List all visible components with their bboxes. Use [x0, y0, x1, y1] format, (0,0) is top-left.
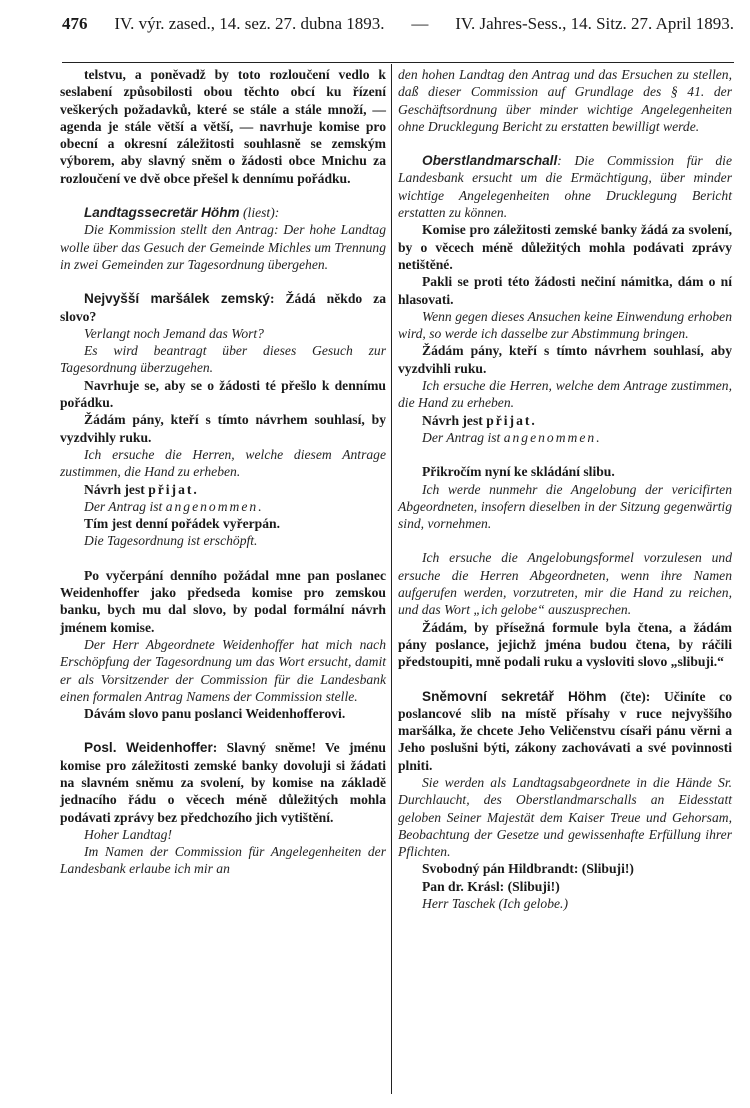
paragraph-text: Wenn gegen dieses Ansuchen keine Einwendung erhoben wird, so werde ich dasselbe zur Abstimmung bringen.	[398, 308, 732, 342]
czech-paragraph	[398, 463, 732, 480]
paragraph-gap	[60, 722, 386, 739]
header-right-text: IV. Jahres-Sess., 14. Sitz. 27. April 1893.	[455, 14, 734, 33]
paragraph-text: Ich ersuche die Herren, welche diesem Antrage zustimmen, die Hand zu erheben.	[60, 446, 386, 480]
paragraph-gap	[398, 532, 732, 549]
czech-paragraph	[60, 66, 386, 187]
czech-paragraph	[60, 481, 386, 498]
page-number: 476	[62, 14, 88, 33]
german-paragraph	[60, 221, 386, 273]
paragraph-text: den hohen Landtag den Antrag und das Ersuchen zu stellen, daß dieser Commission auf Grundlage des § 41. der Geschäftsordnung über minder wichtige Angelegenheiten ohne Drucklegung Bericht zu erstatten bewilligt werde.	[398, 67, 732, 134]
paragraph-text: Sie werden als Landtagsabgeordnete in die Hände Sr. Durchlaucht, des Oberstlandmarschalls an Eidesstatt geloben Seiner Majestät dem Kaiser Treue und Gehorsam, Beobachtung der Gesetze und gewissenhafte Erfüllung ihrer Pflichten.	[398, 774, 732, 860]
paragraph-text: Přikročím nyní ke skládání slibu.	[422, 464, 615, 480]
paragraph-text: Po vyčerpání denního požádal mne pan poslanec Weidenhoffer jako předseda komise pro zemskou banku, bych mu dal slovo, by podal formální návrh jménem komise.	[60, 567, 386, 635]
speaker-name: Sněmovní sekretář Höhm	[422, 688, 607, 704]
czech-paragraph	[398, 273, 732, 308]
paragraph-text: Herr Taschek (Ich gelobe.)	[422, 896, 568, 912]
paragraph-text: Der Antrag ist	[422, 429, 504, 445]
paragraph-gap	[60, 550, 386, 567]
german-paragraph	[60, 498, 386, 515]
german-paragraph	[60, 826, 386, 843]
paragraph-tail: .	[531, 412, 535, 428]
spaced-word: přijat	[486, 412, 532, 428]
spaced-word: angenommen	[165, 498, 259, 514]
paragraph-text: Ich ersuche die Angelobungsformel vorzulesen und ersuche die Herren Abgeordneten, wenn ihre Namen aufgerufen werden, vorzutreten, mir die Hand zu reichen, und das Wort „ich gelobe“ auszusprechen.	[398, 550, 732, 618]
left-column	[60, 66, 386, 878]
paragraph-text: Hoher Landtag!	[84, 826, 172, 842]
page-header	[62, 14, 734, 42]
paragraph-text: Svobodný pán Hildbrandt: (Slibuji!)	[422, 861, 634, 877]
paragraph-text: : Die Commission für die Landesbank ersucht um die Ermächtigung, über minder wichtige Angelegenheiten ohne Drucklegung Bericht erstatten zu können.	[398, 153, 732, 221]
czech-paragraph	[60, 377, 386, 412]
paragraph-gap	[398, 135, 732, 152]
paragraph-tail: .	[193, 481, 197, 497]
header-rule	[62, 62, 734, 63]
right-column	[398, 66, 732, 912]
paragraph-text: : Žádá někdo za slovo?	[60, 291, 386, 324]
paragraph-text: Návrh jest	[422, 412, 487, 428]
paragraph-text: Pan dr. Krásl: (Slibuji!)	[422, 878, 560, 894]
czech-paragraph	[60, 705, 386, 722]
paragraph-text: telstvu, a poněvadž by toto rozloučení vedlo k seslabení způsobilosti obou těchto obcí ku řízení veškerých požadavků, které se stále a stále množí, — agenda je stále větší a větší, — navrhuje komise pro obecní a okresní záležitosti souhlasně se zemským výborem, aby slavný sněm o žádosti obce Mnichu za rozloučení ve dvě obce přešel k dennímu pořádku.	[60, 67, 386, 186]
speaker-name: Landtagssecretär Höhm	[84, 205, 240, 221]
czech-paragraph	[60, 739, 386, 825]
german-paragraph	[60, 342, 386, 377]
paragraph-text: Komise pro záležitosti zemské banky žádá za svolení, by o věcech méně důležitých mohla podávati zprávy netištěné.	[398, 222, 732, 272]
header-separator: —	[411, 14, 429, 33]
paragraph-tail: .	[596, 429, 600, 445]
czech-paragraph	[60, 515, 386, 532]
paragraph-text: Žádám pány, kteří s tímto návrhem souhlasí, aby vyzdvihli ruku.	[398, 343, 732, 376]
czech-paragraph	[60, 567, 386, 636]
paragraph-text: Dávám slovo panu poslanci Weidenhofferovi.	[84, 706, 346, 722]
german-paragraph	[398, 308, 732, 343]
german-paragraph	[398, 774, 732, 860]
german-paragraph	[60, 446, 386, 481]
paragraph-text: Es wird beantragt über dieses Gesuch zur Tagesordnung überzugehen.	[60, 343, 386, 376]
german-paragraph	[60, 636, 386, 705]
czech-paragraph	[398, 860, 732, 877]
paragraph-text: Die Kommission stellt den Antrag: Der hohe Landtag wolle über das Gesuch der Gemeinde Michles um Trennung in zwei Gemeinden zur Tagesordnung übergehen.	[60, 222, 386, 272]
paragraph-text: Die Tagesordnung ist erschöpft.	[84, 533, 258, 549]
german-paragraph	[398, 377, 732, 412]
paragraph-text: Pakli se proti této žádosti nečiní námitka, dám o ní hlasovati.	[398, 274, 732, 307]
german-paragraph	[398, 152, 732, 221]
speaker-name: Oberstlandmarschall	[422, 153, 558, 169]
speaker-name: Posl. Weidenhoffer	[84, 740, 213, 756]
paragraph-text: Žádám pány, kteří s tímto návrhem souhlasí, by vyzdvihly ruku.	[60, 412, 386, 445]
czech-paragraph	[60, 411, 386, 446]
paragraph-gap	[60, 273, 386, 290]
column-divider	[391, 64, 392, 1094]
german-paragraph	[60, 843, 386, 878]
german-paragraph	[398, 481, 732, 533]
paragraph-gap	[398, 446, 732, 463]
paragraph-text: Žádám, by přísežná formule byla čtena, a žádám pány poslance, jejichž jména budou čtena, by ráčili předstoupiti, mně podali ruku a vysloviti slovo „slibuji.“	[398, 619, 732, 670]
czech-paragraph	[398, 688, 732, 774]
paragraph-text: Der Antrag ist	[84, 498, 166, 514]
paragraph-gap	[60, 187, 386, 204]
german-paragraph	[398, 429, 732, 446]
german-paragraph	[398, 66, 732, 135]
czech-paragraph	[398, 412, 732, 429]
paragraph-text: Im Namen der Commission für Angelegenheiten der Landesbank erlaube ich mir an	[60, 844, 386, 877]
paragraph-text: Tím jest denní pořádek vyřerpán.	[84, 516, 280, 532]
paragraph-text: Verlangt noch Jemand das Wort?	[84, 325, 264, 341]
czech-paragraph	[60, 290, 386, 325]
paragraph-text: (čte): Učiníte co poslancové slib na místě přísahy v ruce nejvyššího maršálka, že chcete Jeho Veličenstvu císaři pánu věrni a Jeho poslušni býti, zákony zachovávati a své povinnosti plniti.	[398, 688, 732, 773]
paragraph-text: Der Herr Abgeordnete Weidenhoffer hat mich nach Erschöpfung der Tagesordnung um das Wort ersucht, damit er als Vorsitzender der Commission für die Landesbank einen formalen Antrag Namens der Commission stelle.	[60, 636, 386, 704]
german-paragraph	[60, 532, 386, 549]
german-paragraph	[398, 895, 732, 912]
header-left-text: IV. výr. zased., 14. sez. 27. dubna 1893.	[114, 14, 385, 33]
paragraph-tail: .	[258, 498, 262, 514]
german-paragraph	[60, 204, 386, 221]
paragraph-text: : Slavný sněme! Ve jménu komise pro záležitosti zemské banky dovoluji si žádati na slavném sněmu za svolení, by komise na základě jednacího řádu o věcech méně důležitých mohla podávati zprávy bez předchozího jich vytištění.	[60, 740, 386, 825]
czech-paragraph	[398, 619, 732, 671]
german-paragraph	[60, 325, 386, 342]
paragraph-text: Navrhuje se, aby se o žádosti té přešlo k dennímu pořádku.	[60, 377, 386, 411]
paragraph-text: (liest):	[239, 205, 280, 221]
paragraph-text: Ich ersuche die Herren, welche dem Antrage zustimmen, die Hand zu erheben.	[398, 378, 732, 411]
czech-paragraph	[398, 221, 732, 273]
spaced-word: přijat	[148, 481, 194, 497]
paragraph-gap	[398, 671, 732, 688]
czech-paragraph	[398, 878, 732, 895]
czech-paragraph	[398, 342, 732, 377]
german-paragraph	[398, 549, 732, 618]
paragraph-text: Návrh jest	[84, 481, 149, 497]
spaced-word: angenommen	[503, 429, 597, 445]
speaker-name: Nejvyšší maršálek zemský	[84, 291, 270, 307]
paragraph-text: Ich werde nunmehr die Angelobung der vericifirten Abgeordneten, insofern dieselben in der Sitzung gegenwärtig sind, vornehmen.	[398, 481, 732, 532]
